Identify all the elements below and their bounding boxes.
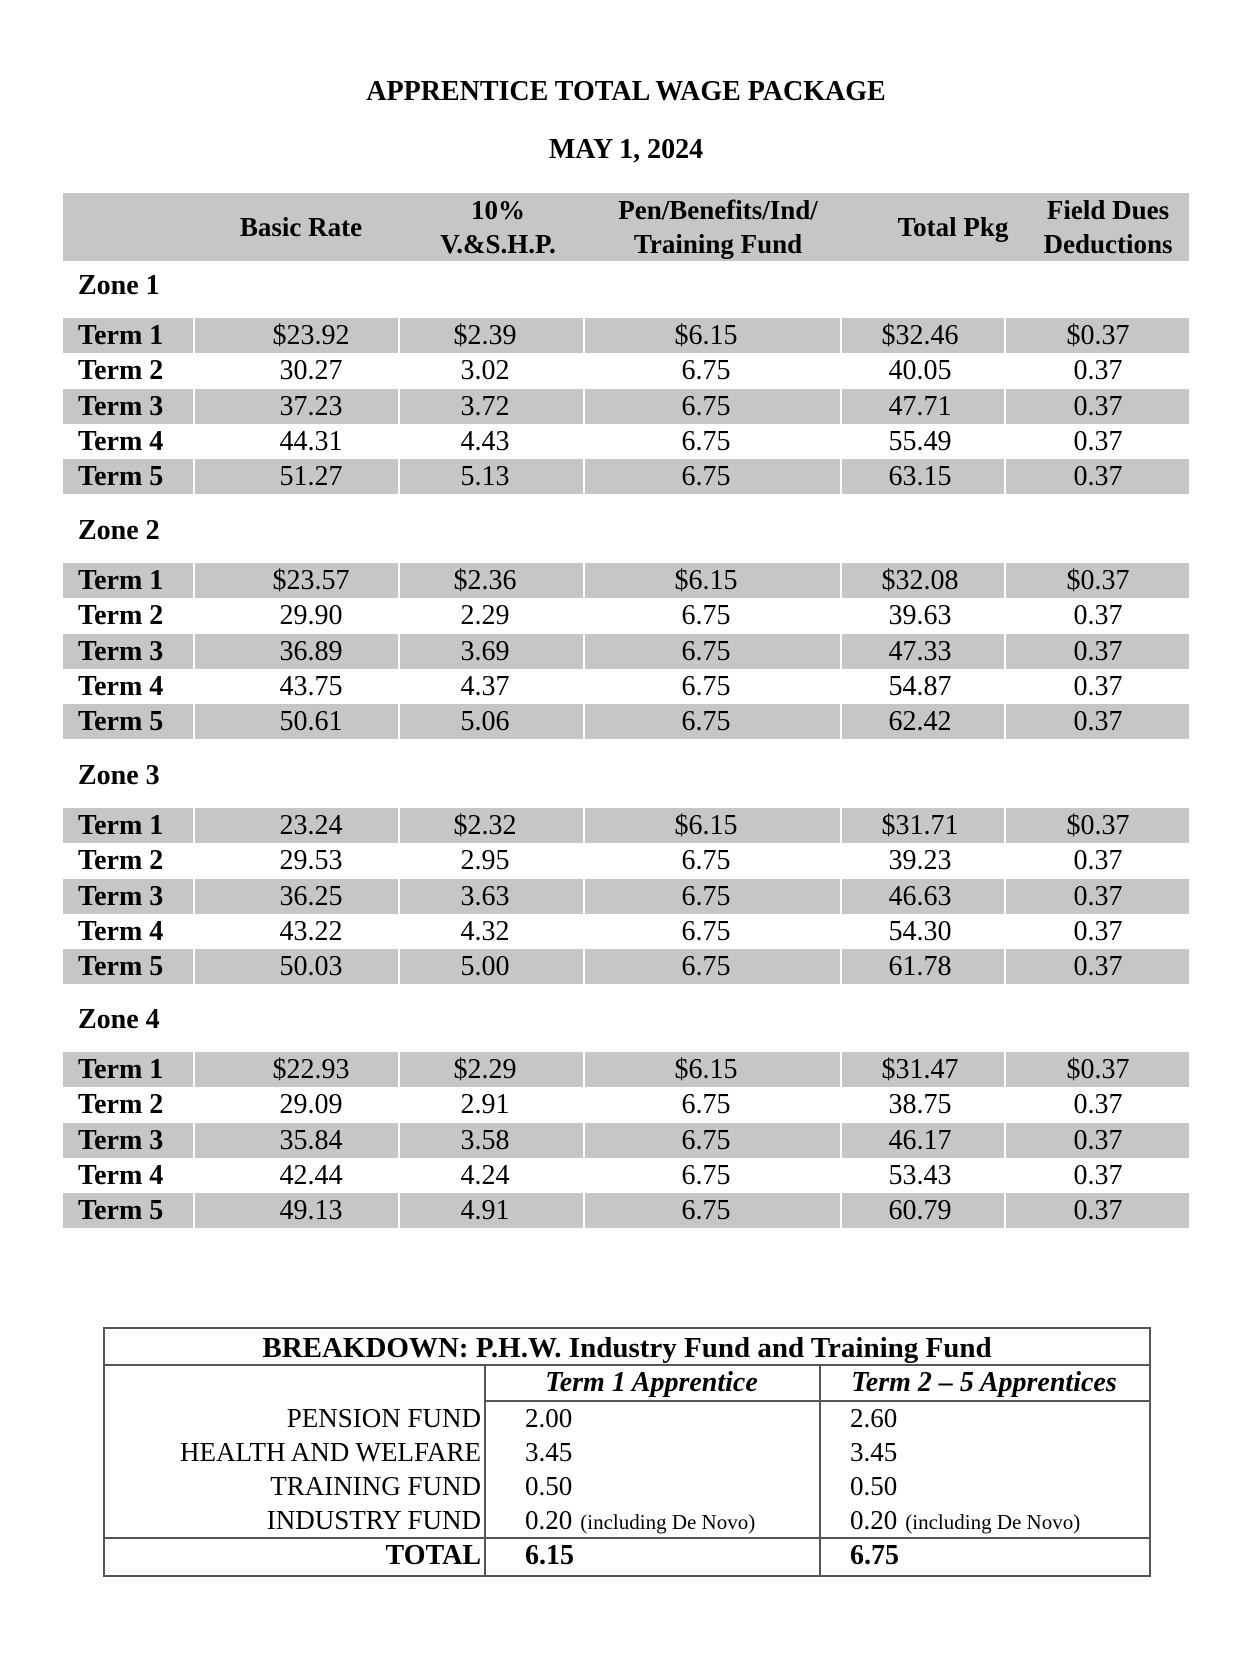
breakdown-amount: 3.45 (850, 1437, 898, 1467)
cell-pen: 6.75 (681, 706, 731, 738)
table-row (63, 843, 1189, 878)
breakdown-item-label: PENSION FUND (286, 1403, 481, 1433)
cell-vshp: 3.58 (460, 1124, 510, 1156)
header-dues-line1: Field Dues (1046, 195, 1170, 225)
column-separator (1004, 914, 1006, 949)
cell-basic: 30.27 (279, 355, 343, 387)
cell-vshp: 2.91 (460, 1089, 510, 1121)
column-separator (398, 389, 400, 424)
term-label: Term 4 (78, 425, 164, 457)
cell-vshp: 2.95 (460, 845, 510, 877)
cell-pen: 6.75 (681, 915, 731, 947)
cell-vshp: 3.02 (460, 355, 510, 387)
cell-pen: 6.75 (681, 390, 731, 422)
breakdown-item-label: INDUSTRY FUND (266, 1505, 481, 1535)
cell-total: 47.71 (888, 390, 952, 422)
cell-basic: 44.31 (279, 425, 343, 457)
column-separator (398, 843, 400, 878)
cell-vshp: $2.29 (453, 1054, 517, 1085)
cell-pen: $6.15 (674, 320, 738, 351)
table-row (63, 563, 1189, 598)
breakdown-note: (including De Novo) (905, 1510, 1081, 1534)
column-separator (583, 598, 585, 633)
column-separator (398, 669, 400, 704)
breakdown-item-value (525, 1435, 572, 1470)
breakdown-total-label: TOTAL (385, 1540, 481, 1571)
column-separator (1004, 843, 1006, 878)
breakdown-col-term1: Term 1 Apprentice (545, 1367, 758, 1398)
column-separator (1004, 669, 1006, 704)
breakdown-amount: 3.45 (525, 1437, 573, 1467)
cell-pen: 6.75 (681, 670, 731, 702)
breakdown-title: BREAKDOWN: P.H.W. Industry Fund and Training Fund (262, 1332, 992, 1364)
breakdown-amount: 2.60 (850, 1403, 898, 1433)
cell-total: $31.71 (881, 810, 959, 841)
cell-pen: $6.15 (674, 565, 738, 596)
cell-basic: 51.27 (279, 461, 343, 493)
cell-total: 46.17 (888, 1124, 952, 1156)
column-separator (193, 318, 195, 353)
cell-vshp: 3.63 (460, 880, 510, 912)
table-row (63, 1052, 1189, 1087)
cell-dues: 0.37 (1073, 635, 1123, 667)
table-row (63, 949, 1189, 984)
column-separator (583, 563, 585, 598)
column-separator (193, 843, 195, 878)
cell-vshp: 3.72 (460, 390, 510, 422)
column-separator (1004, 318, 1006, 353)
column-separator (193, 1123, 195, 1158)
page-title: APPRENTICE TOTAL WAGE PACKAGE (366, 76, 886, 107)
cell-total: 46.63 (888, 880, 952, 912)
term-label: Term 4 (78, 1159, 164, 1191)
column-separator (193, 563, 195, 598)
cell-basic: 37.23 (279, 390, 343, 422)
header-pen-line2: Training Fund (633, 229, 803, 259)
cell-dues: $0.37 (1066, 1054, 1130, 1085)
cell-basic: $23.57 (272, 565, 350, 596)
cell-basic: 36.89 (279, 635, 343, 667)
cell-dues: 0.37 (1073, 1124, 1123, 1156)
header-total-pkg: Total Pkg (897, 212, 1009, 242)
cell-total: 53.43 (888, 1159, 952, 1191)
column-separator (193, 949, 195, 984)
header-field-dues (1023, 193, 1193, 261)
column-separator (1004, 1052, 1006, 1087)
cell-basic: 50.61 (279, 706, 343, 738)
breakdown-divider (484, 1400, 1149, 1402)
breakdown-item-label: HEALTH AND WELFARE (180, 1437, 481, 1467)
cell-dues: 0.37 (1073, 1195, 1123, 1227)
column-separator (583, 914, 585, 949)
cell-vshp: 5.00 (460, 951, 510, 983)
cell-pen: 6.75 (681, 1089, 731, 1121)
column-separator (193, 1087, 195, 1122)
table-row (63, 1193, 1189, 1228)
cell-pen: 6.75 (681, 1195, 731, 1227)
cell-total: 47.33 (888, 635, 952, 667)
breakdown-item-value (525, 1503, 755, 1540)
cell-basic: 43.75 (279, 670, 343, 702)
cell-dues: 0.37 (1073, 355, 1123, 387)
cell-vshp: 4.91 (460, 1195, 510, 1227)
term-label: Term 5 (78, 706, 164, 738)
cell-basic: 29.09 (279, 1089, 343, 1121)
term-label: Term 1 (78, 565, 164, 596)
cell-vshp: 4.24 (460, 1159, 510, 1191)
cell-dues: 0.37 (1073, 600, 1123, 632)
cell-total: 61.78 (888, 951, 952, 983)
cell-dues: 0.37 (1073, 461, 1123, 493)
term-label: Term 3 (78, 635, 164, 667)
cell-vshp: 5.06 (460, 706, 510, 738)
term-label: Term 2 (78, 1089, 164, 1121)
column-separator (398, 1158, 400, 1193)
header-pen-benefits (583, 193, 853, 261)
cell-dues: 0.37 (1073, 915, 1123, 947)
breakdown-amount: 0.50 (525, 1471, 573, 1501)
table-row (63, 389, 1189, 424)
cell-total: 62.42 (888, 706, 952, 738)
column-separator (398, 353, 400, 388)
cell-total: 63.15 (888, 461, 952, 493)
breakdown-amount: 0.20 (525, 1505, 573, 1535)
column-separator (583, 1123, 585, 1158)
table-row (63, 914, 1189, 949)
column-separator (583, 318, 585, 353)
cell-dues: 0.37 (1073, 425, 1123, 457)
column-separator (1004, 704, 1006, 739)
cell-vshp: 2.29 (460, 600, 510, 632)
term-label: Term 1 (78, 810, 164, 841)
column-separator (583, 949, 585, 984)
column-separator (398, 949, 400, 984)
breakdown-total-term1: 6.15 (525, 1540, 574, 1571)
column-separator (1004, 424, 1006, 459)
column-separator (193, 808, 195, 843)
breakdown-amount: 0.50 (850, 1471, 898, 1501)
table-row (63, 598, 1189, 633)
column-separator (193, 634, 195, 669)
cell-basic: 43.22 (279, 915, 343, 947)
cell-dues: 0.37 (1073, 1159, 1123, 1191)
column-separator (583, 843, 585, 878)
column-separator (193, 389, 195, 424)
column-separator (193, 669, 195, 704)
cell-total: 39.63 (888, 600, 952, 632)
cell-dues: 0.37 (1073, 670, 1123, 702)
column-separator (1004, 1087, 1006, 1122)
column-separator (193, 914, 195, 949)
column-separator (583, 1087, 585, 1122)
cell-total: 55.49 (888, 425, 952, 457)
table-row (63, 459, 1189, 494)
cell-vshp: 4.32 (460, 915, 510, 947)
cell-total: 60.79 (888, 1195, 952, 1227)
term-label: Term 5 (78, 951, 164, 983)
column-separator (1004, 1123, 1006, 1158)
cell-basic: $23.92 (272, 320, 350, 351)
term-label: Term 5 (78, 461, 164, 493)
cell-total: 40.05 (888, 355, 952, 387)
cell-pen: 6.75 (681, 845, 731, 877)
column-separator (398, 1052, 400, 1087)
cell-total: 54.87 (888, 670, 952, 702)
breakdown-table (103, 1327, 1151, 1577)
breakdown-item-label: TRAINING FUND (270, 1471, 481, 1501)
column-separator (398, 914, 400, 949)
header-basic-rate: Basic Rate (239, 212, 363, 242)
cell-vshp: $2.32 (453, 810, 517, 841)
zone-label: Zone 3 (78, 760, 160, 791)
cell-pen: 6.75 (681, 635, 731, 667)
column-separator (398, 704, 400, 739)
column-separator (193, 598, 195, 633)
column-separator (1004, 353, 1006, 388)
cell-basic: 35.84 (279, 1124, 343, 1156)
page-date: MAY 1, 2024 (548, 134, 704, 165)
table-row (63, 353, 1189, 388)
cell-dues: 0.37 (1073, 1089, 1123, 1121)
table-row (63, 808, 1189, 843)
header-vshp-line2: V.&S.H.P. (440, 229, 556, 259)
cell-dues: 0.37 (1073, 845, 1123, 877)
column-separator (583, 424, 585, 459)
column-separator (583, 459, 585, 494)
term-label: Term 2 (78, 355, 164, 387)
column-separator (193, 1052, 195, 1087)
term-label: Term 2 (78, 845, 164, 877)
column-separator (1004, 598, 1006, 633)
cell-dues: $0.37 (1066, 565, 1130, 596)
cell-vshp: 3.69 (460, 635, 510, 667)
zone-label: Zone 2 (78, 515, 160, 546)
column-separator (1004, 879, 1006, 914)
table-row (63, 424, 1189, 459)
cell-basic: 29.90 (279, 600, 343, 632)
column-separator (1004, 949, 1006, 984)
cell-pen: 6.75 (681, 355, 731, 387)
cell-pen: $6.15 (674, 810, 738, 841)
column-separator (193, 1193, 195, 1228)
column-separator (1004, 563, 1006, 598)
table-row (63, 1123, 1189, 1158)
cell-vshp: $2.39 (453, 320, 517, 351)
term-label: Term 5 (78, 1195, 164, 1227)
column-separator (583, 1158, 585, 1193)
cell-dues: 0.37 (1073, 390, 1123, 422)
table-row (63, 1158, 1189, 1193)
column-separator (193, 459, 195, 494)
cell-basic: 36.25 (279, 880, 343, 912)
cell-total: 38.75 (888, 1089, 952, 1121)
column-separator (193, 1158, 195, 1193)
cell-pen: $6.15 (674, 1054, 738, 1085)
term-label: Term 2 (78, 600, 164, 632)
column-separator (583, 704, 585, 739)
cell-total: $31.47 (881, 1054, 959, 1085)
column-separator (1004, 634, 1006, 669)
cell-basic: $22.93 (272, 1054, 350, 1085)
column-separator (583, 879, 585, 914)
header-dues-line2: Deductions (1043, 229, 1173, 259)
column-separator (398, 459, 400, 494)
cell-total: $32.08 (881, 565, 959, 596)
cell-basic: 29.53 (279, 845, 343, 877)
table-row (63, 318, 1189, 353)
column-separator (398, 1193, 400, 1228)
zone-label: Zone 4 (78, 1004, 160, 1035)
breakdown-amount: 2.00 (525, 1403, 573, 1433)
breakdown-item-value (850, 1435, 897, 1470)
column-separator (583, 1052, 585, 1087)
column-separator (1004, 808, 1006, 843)
cell-dues: 0.37 (1073, 880, 1123, 912)
table-row (63, 634, 1189, 669)
column-separator (583, 1193, 585, 1228)
header-pen-line1: Pen/Benefits/Ind/ (618, 195, 818, 225)
cell-vshp: 5.13 (460, 461, 510, 493)
column-separator (193, 424, 195, 459)
column-separator (398, 1123, 400, 1158)
column-separator (398, 808, 400, 843)
cell-basic: 42.44 (279, 1159, 343, 1191)
column-separator (398, 563, 400, 598)
breakdown-item-value (850, 1401, 897, 1436)
column-separator (583, 808, 585, 843)
column-separator (583, 389, 585, 424)
term-label: Term 3 (78, 390, 164, 422)
term-label: Term 1 (78, 320, 164, 351)
column-separator (398, 598, 400, 633)
breakdown-item-value (850, 1469, 897, 1504)
term-label: Term 1 (78, 1054, 164, 1085)
cell-basic: 49.13 (279, 1195, 343, 1227)
breakdown-col-term2-5: Term 2 – 5 Apprentices (851, 1367, 1117, 1398)
cell-dues: $0.37 (1066, 810, 1130, 841)
column-separator (1004, 389, 1006, 424)
cell-pen: 6.75 (681, 880, 731, 912)
cell-dues: 0.37 (1073, 951, 1123, 983)
zone-label: Zone 1 (78, 270, 160, 301)
cell-dues: 0.37 (1073, 706, 1123, 738)
column-separator (583, 634, 585, 669)
breakdown-item-value (850, 1503, 1080, 1540)
column-separator (398, 424, 400, 459)
breakdown-item-value (525, 1401, 572, 1436)
cell-vshp: 4.43 (460, 425, 510, 457)
column-separator (193, 704, 195, 739)
table-row (63, 704, 1189, 739)
column-separator (1004, 1193, 1006, 1228)
cell-basic: 50.03 (279, 951, 343, 983)
column-separator (398, 634, 400, 669)
table-row (63, 669, 1189, 704)
breakdown-note: (including De Novo) (580, 1510, 756, 1534)
cell-vshp: $2.36 (453, 565, 517, 596)
cell-pen: 6.75 (681, 951, 731, 983)
breakdown-item-value (525, 1469, 572, 1504)
column-separator (583, 353, 585, 388)
cell-pen: 6.75 (681, 461, 731, 493)
cell-pen: 6.75 (681, 1159, 731, 1191)
column-separator (398, 1087, 400, 1122)
term-label: Term 3 (78, 880, 164, 912)
column-header-band (63, 193, 1189, 261)
column-separator (398, 879, 400, 914)
cell-pen: 6.75 (681, 1124, 731, 1156)
table-row (63, 879, 1189, 914)
header-vshp (403, 193, 593, 261)
column-separator (193, 879, 195, 914)
cell-total: $32.46 (881, 320, 959, 351)
column-separator (583, 669, 585, 704)
breakdown-amount: 0.20 (850, 1505, 898, 1535)
cell-dues: $0.37 (1066, 320, 1130, 351)
cell-total: 54.30 (888, 915, 952, 947)
cell-total: 39.23 (888, 845, 952, 877)
cell-basic: 23.24 (279, 810, 343, 841)
term-label: Term 3 (78, 1124, 164, 1156)
column-separator (1004, 1158, 1006, 1193)
breakdown-total-term2-5: 6.75 (850, 1540, 899, 1571)
term-label: Term 4 (78, 915, 164, 947)
cell-vshp: 4.37 (460, 670, 510, 702)
column-separator (193, 353, 195, 388)
cell-pen: 6.75 (681, 600, 731, 632)
header-vshp-line1: 10% (471, 195, 525, 225)
term-label: Term 4 (78, 670, 164, 702)
table-row (63, 1087, 1189, 1122)
column-separator (1004, 459, 1006, 494)
column-separator (398, 318, 400, 353)
cell-pen: 6.75 (681, 425, 731, 457)
